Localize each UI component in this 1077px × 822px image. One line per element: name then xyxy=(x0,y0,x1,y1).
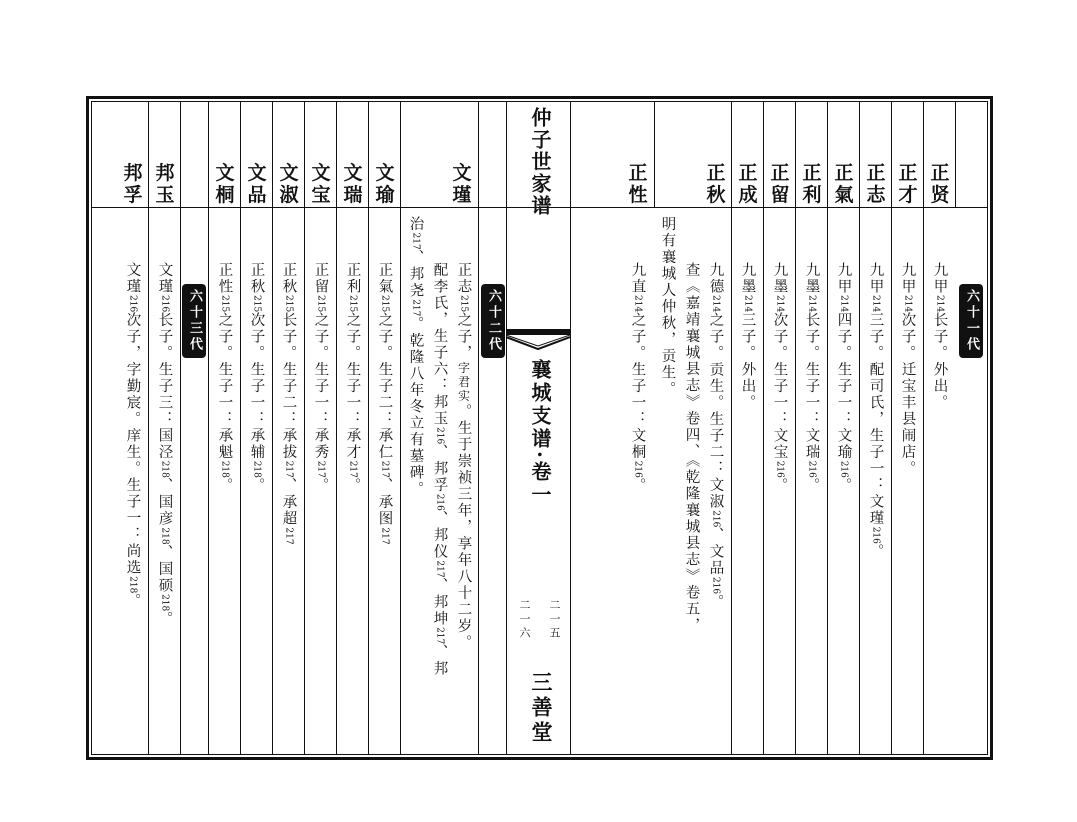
name-header: 正性 xyxy=(628,162,648,206)
entry-text: 配李氏，生子六：邦玉216、邦孚216、邦仪217、邦坤217、邦 xyxy=(431,262,448,678)
name-header: 文宝 xyxy=(311,162,331,206)
page-number-left: 二一六 xyxy=(518,599,531,641)
entry-text: 文瑾216长子。生子三：国泾218、国彦218、国硕218。 xyxy=(156,262,173,628)
name-header: 正成 xyxy=(738,162,758,206)
entry-text: 正性215之子。生子一：承魁218。 xyxy=(216,262,233,495)
generation-tag: 六十三代 xyxy=(182,284,206,358)
name-header: 正才 xyxy=(898,162,918,206)
entry-text: 九墨214长子。生子一：文瑞216。 xyxy=(803,262,820,495)
name-header: 文瑾 xyxy=(452,162,472,206)
publisher-name: 三善堂 xyxy=(529,671,554,746)
entry-text: 正氣215之子。生子二：承仁217、承图217 xyxy=(376,262,393,545)
entry-text: 九墨214次子。生子一：文宝216。 xyxy=(771,262,788,495)
name-header: 正贤 xyxy=(930,162,950,206)
spine-chevron-ornament xyxy=(506,335,570,351)
column-divider xyxy=(478,101,479,754)
column-divider xyxy=(654,101,655,207)
entry-text: 九直214之子。生子一：文桐216。 xyxy=(629,262,646,495)
entry-text: 正利215之子。生子一：承才217。 xyxy=(344,262,361,495)
name-header: 邦孚 xyxy=(123,162,143,206)
name-header: 正留 xyxy=(770,162,790,206)
name-header: 文品 xyxy=(247,162,267,206)
entry-text: 正秋215长子。生子二：承拔217、承超217 xyxy=(280,262,297,545)
entry-note: 明有襄城人仲秋，贡生。 xyxy=(659,216,676,398)
generation-tag: 六十二代 xyxy=(481,284,505,358)
entry-text: 九甲214次子。迁宝丰县闹店。 xyxy=(899,262,916,478)
name-header: 文桐 xyxy=(215,162,235,206)
entry-text: 九甲214长子。外出。 xyxy=(931,262,948,412)
name-header: 正秋 xyxy=(706,162,726,206)
page-number-right: 二一五 xyxy=(548,599,561,641)
book-spine xyxy=(506,101,570,755)
name-header: 文瑜 xyxy=(375,162,395,206)
spine-volume: 襄城支谱·卷一 xyxy=(528,359,552,507)
entry-note: 查《嘉靖襄城县志》卷四、《乾隆襄城县志》卷五， xyxy=(683,262,700,635)
name-header: 正利 xyxy=(802,162,822,206)
entry-text: 九墨214三子。外出。 xyxy=(739,262,756,412)
entry-text: 九德214之子。贡生。生子二：文淑216、文品216。 xyxy=(707,262,724,611)
entry-text: 正留215之子。生子一：承秀217。 xyxy=(312,262,329,495)
entry-text: 正志215之子，字君实。生于崇祯三年，享年八十二岁。 xyxy=(455,262,472,652)
name-header: 文瑞 xyxy=(343,162,363,206)
entry-text: 治217、邦尧217。乾隆八年冬立有墓碑。 xyxy=(407,216,424,498)
entry-text: 文瑾216次子，字勤宸。庠生。生子一：尚选218。 xyxy=(124,262,141,610)
entry-text: 正秋215次子。生子一：承辅218。 xyxy=(248,262,265,495)
name-header: 文淑 xyxy=(279,162,299,206)
entry-text: 九甲214四子。生子一：文瑜216。 xyxy=(835,262,852,495)
name-header: 正氣 xyxy=(834,162,854,206)
entry-text: 九甲214三子。配司氏，生子一：文瑾216。 xyxy=(867,262,884,561)
name-header: 正志 xyxy=(866,162,886,206)
column-divider xyxy=(570,101,571,754)
name-header: 邦玉 xyxy=(155,162,175,206)
spine-title: 仲子世家谱 xyxy=(528,107,552,217)
generation-tag: 六十一代 xyxy=(959,284,983,358)
